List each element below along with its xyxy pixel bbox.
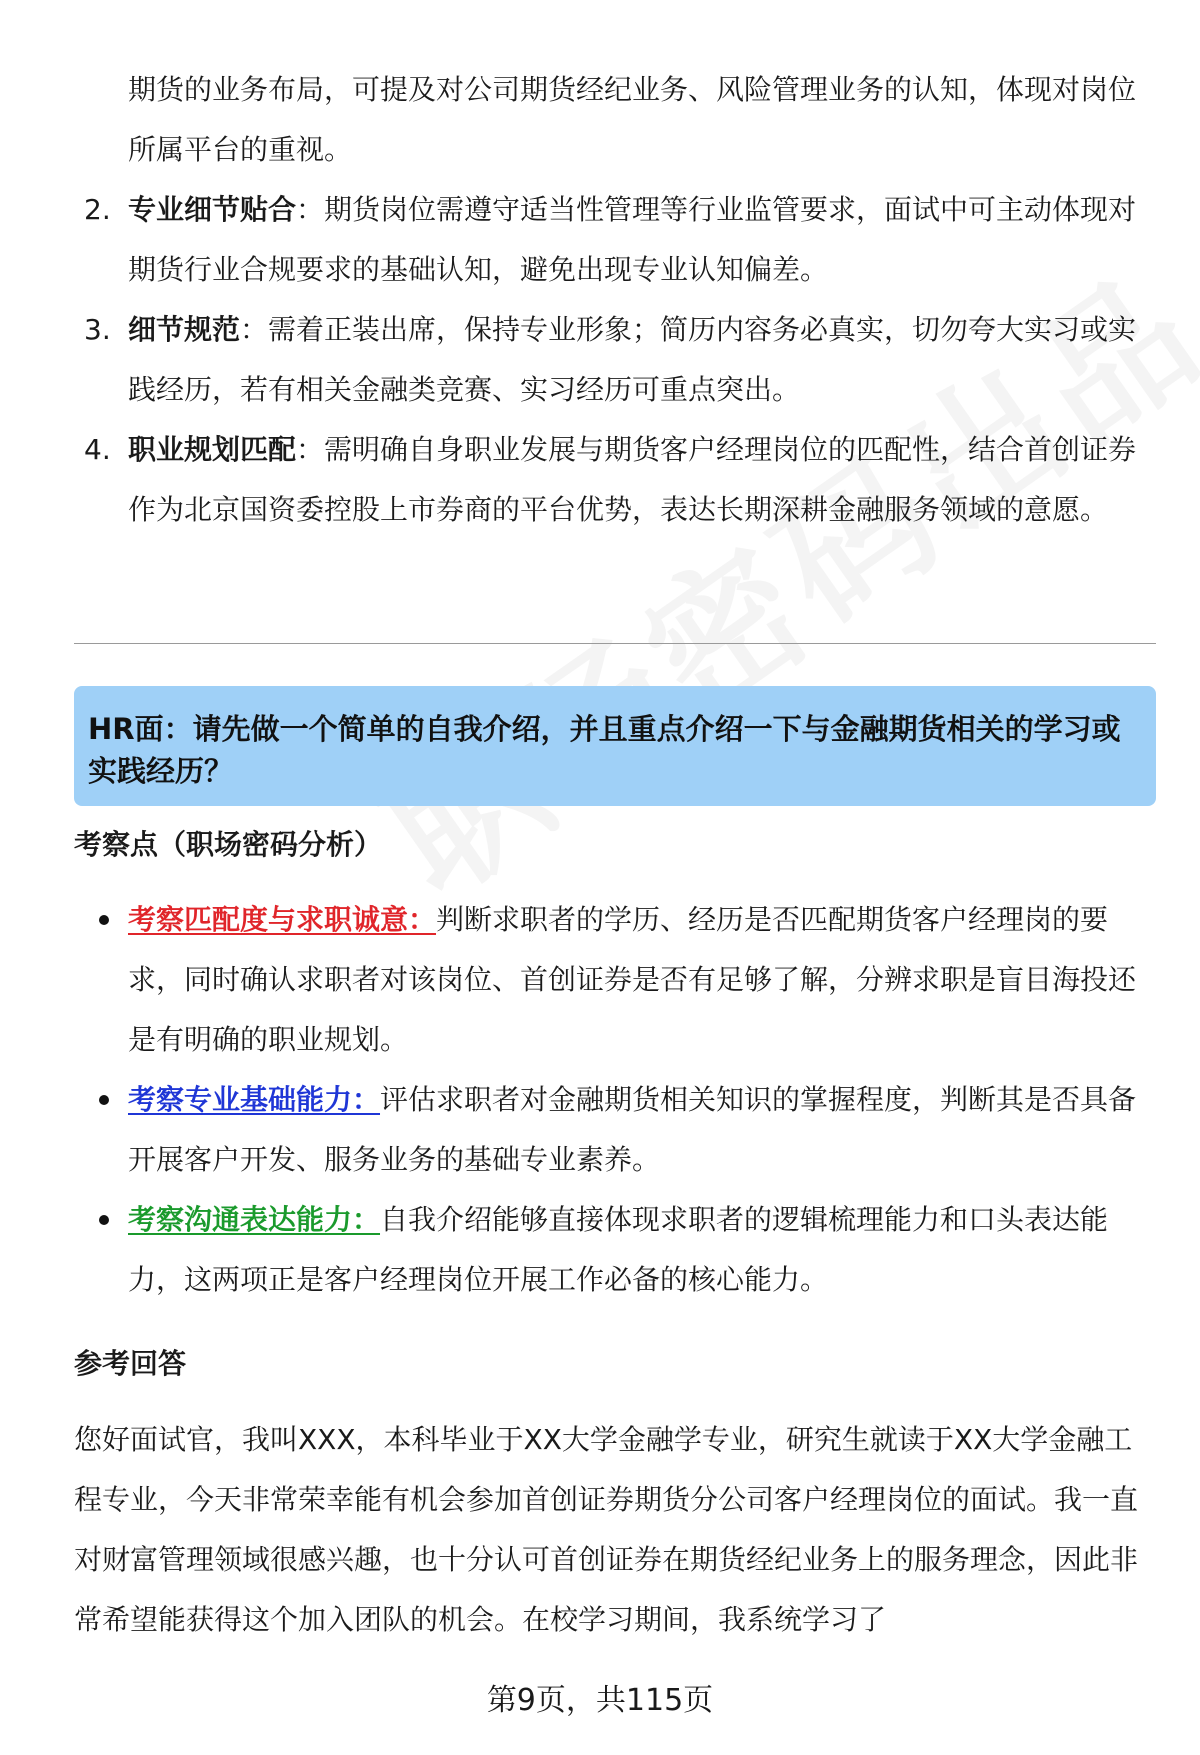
tip-continuation-text: 期货的业务布局，可提及对公司期货经纪业务、风险管理业务的认知，体现对岗位所属平台的重视。 [128,73,1137,166]
section-divider [74,643,1156,644]
tip-text: ：期货岗位需遵守适当性管理等行业监管要求，面试中可主动体现对期货行业合规要求的基础认知，避免出现专业认知偏差。 [128,193,1137,286]
list-item [0,300,1200,420]
tip-number: 3. [84,313,111,346]
tip-number: 4. [84,433,111,466]
tip-text: ：需明确自身职业发展与期货客户经理岗位的匹配性，结合首创证券作为北京国资委控股上市券商的平台优势，表达长期深耕金融服务领域的意愿。 [128,433,1137,526]
analysis-bullets [0,890,1200,1310]
bullet-title: 考察专业基础能力： [128,1083,381,1116]
bullet-dot-icon [99,1215,109,1225]
bullet-dot-icon [99,915,109,925]
list-item [0,1070,1200,1190]
question-box [74,686,1156,806]
tip-title: 职业规划匹配 [128,433,297,466]
tips-list [0,60,1200,540]
tip-title: 专业细节贴合 [128,193,297,226]
answer-heading: 参考回答 [74,1347,187,1380]
tip-number: 2. [84,193,111,226]
list-item [0,890,1200,1070]
tip-title: 细节规范 [128,313,241,346]
tip-text: ：需着正装出席，保持专业形象；简历内容务必真实，切勿夸大实习或实践经历，若有相关金融类竞赛、实习经历可重点突出。 [128,313,1137,406]
list-item [0,1190,1200,1310]
list-item [0,420,1200,540]
bullet-text: 自我介绍能够直接体现求职者的逻辑梳理能力和口头表达能力，这两项正是客户经理岗位开展工作必备的核心能力。 [128,1203,1109,1296]
page-number: 第9页，共115页 [486,1683,714,1718]
interview-question: HR面：请先做一个简单的自我介绍，并且重点介绍一下与金融期货相关的学习或实践经历？ [88,712,1121,788]
list-item [0,60,1200,180]
analysis-heading: 考察点（职场密码分析） [74,828,383,861]
bullet-text: 判断求职者的学历、经历是否匹配期货客户经理岗的要求，同时确认求职者对该岗位、首创证券是否有足够了解，分辨求职是盲目海投还是有明确的职业规划。 [128,903,1137,1056]
bullet-text: 评估求职者对金融期货相关知识的掌握程度，判断其是否具备开展客户开发、服务业务的基础专业素养。 [128,1083,1137,1176]
bullet-title: 考察沟通表达能力： [128,1203,381,1236]
reference-answer: 您好面试官，我叫XXX，本科毕业于XX大学金融学专业，研究生就读于XX大学金融工程专业，今天非常荣幸能有机会参加首创证券期货分公司客户经理岗位的面试。我一直对财富管理领域很感兴趣，也十分认可首创证券在期货经纪业务上的服务理念，因此非常希望能获得这个加入团队的机会。在校学习期间，我系统学习了 [74,1423,1139,1636]
bullet-title: 考察匹配度与求职诚意： [128,903,437,936]
bullet-dot-icon [99,1095,109,1105]
list-item [0,180,1200,300]
